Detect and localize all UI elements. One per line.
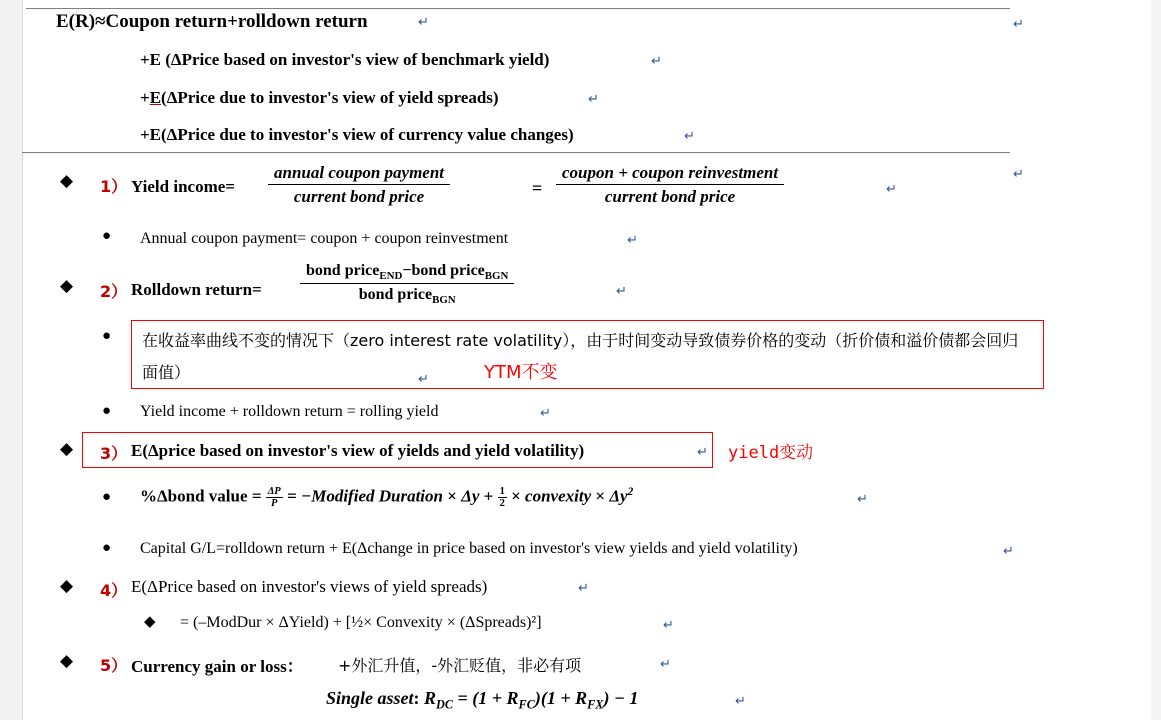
fraction-1-numerator: annual coupon payment <box>268 163 450 185</box>
header-formula-line-4: +E(ΔPrice due to investor's view of currency value changes) <box>140 125 574 144</box>
math-dp: ΔP <box>267 486 281 498</box>
line3-prefix: + <box>140 88 150 107</box>
math-half-den: 2 <box>499 498 505 510</box>
pilcrow-5: ↵ <box>684 128 695 143</box>
bottom-formula-rdc-sub: DC <box>436 697 454 712</box>
num-a: bond price <box>306 262 380 279</box>
pilcrow-9: ↵ <box>616 283 627 298</box>
den-text: bond price <box>358 286 433 304</box>
header-formula-line-2: +E (ΔPrice based on investor's view of benchmark yield) <box>140 50 550 69</box>
annotation-ytm: YTM不变 <box>484 362 558 383</box>
bottom-formula-prefix: Single asset <box>326 688 414 708</box>
item-5-label: Currency gain or loss： <box>131 657 304 676</box>
item-1-fraction-1 <box>268 163 450 207</box>
den-sub: BGN <box>432 294 456 307</box>
round-bullet-4: ● <box>102 489 112 505</box>
diamond-bullet-2: ◆ <box>60 276 74 295</box>
left-margin-strip <box>0 0 23 720</box>
bottom-formula-mid: )(1 + R <box>534 688 588 708</box>
diamond-bullet-3: ◆ <box>60 439 74 458</box>
diamond-bullet-4-sub: ◆ <box>144 614 156 630</box>
math-dy: Δy <box>461 486 480 506</box>
pilcrow-1: ↵ <box>418 14 429 29</box>
num-b-sub: BGN <box>484 270 509 283</box>
item-1-number: 1） <box>100 177 128 196</box>
math-dy2-sup: 2 <box>627 485 634 498</box>
item-3-sub-bullet-2: Capital G/L=rolldown return + E(Δchange in price based on investor's view yields and yield volatility) <box>140 540 798 557</box>
fraction-2-denominator: current bond price <box>604 187 736 206</box>
diamond-bullet-5: ◆ <box>60 651 74 670</box>
pilcrow-15: ↵ <box>578 580 589 595</box>
pilcrow-10: ↵ <box>418 371 429 386</box>
item-1-label: Yield income= <box>131 177 235 196</box>
math-neg-mod-dur: −Modified Duration <box>300 486 443 506</box>
item-2-number: 2） <box>100 282 128 301</box>
pilcrow-4: ↵ <box>588 91 599 106</box>
round-bullet-3: ● <box>102 403 112 419</box>
item-3-math-line <box>140 485 633 509</box>
math-one-half <box>498 486 507 509</box>
item-2-fraction-numerator <box>300 262 514 284</box>
num-a-sub: END <box>379 270 403 283</box>
math-plus: + <box>483 486 494 506</box>
item-2-fraction-denominator <box>300 284 514 306</box>
round-bullet-1: ● <box>102 228 112 244</box>
middle-divider <box>22 152 1010 153</box>
header-formula-line-3 <box>140 88 499 108</box>
item-3-number: 3） <box>100 444 128 463</box>
round-bullet-5: ● <box>102 540 112 556</box>
num-minus: − <box>402 262 412 279</box>
pilcrow-13: ↵ <box>857 491 868 506</box>
line3-rest: (ΔPrice due to investor's view of yield spreads) <box>161 88 499 107</box>
pilcrow-14: ↵ <box>1003 543 1014 558</box>
item-1-equals: = <box>532 178 543 198</box>
item-2-fraction <box>300 262 514 306</box>
line3-e: E <box>149 88 162 107</box>
pilcrow-12: ↵ <box>697 444 708 459</box>
bottom-formula-colon: : <box>413 688 420 708</box>
fraction-1-denominator: current bond price <box>293 187 425 206</box>
bottom-formula-fc-sub: FC <box>518 697 535 712</box>
item-2-sub-bullet-1: 在收益率曲线不变的情况下（zero interest rate volatility），由于时间变动导致债券价格的变动（折价债和溢价债都会回归面值） <box>142 331 1019 382</box>
pilcrow-2: ↵ <box>1013 16 1024 31</box>
math-half-num: 1 <box>499 486 505 498</box>
round-bullet-2: ● <box>102 328 112 344</box>
item-3-label: E(Δprice based on investor's view of yields and yield volatility) <box>131 441 585 460</box>
top-divider <box>26 8 1010 9</box>
pilcrow-6: ↵ <box>886 181 897 196</box>
bottom-formula-fx-sub: FX <box>587 697 604 712</box>
item-4-label: E(ΔPrice based on investor's views of yield spreads) <box>131 577 488 596</box>
bottom-formula-eq: = (1 + R <box>453 688 519 708</box>
math-convexity: convexity <box>525 486 592 506</box>
bottom-formula <box>326 688 638 713</box>
right-margin-strip <box>1151 0 1161 720</box>
header-formula-line-1: E(R)≈Coupon return+rolldown return <box>56 11 368 32</box>
pilcrow-8: ↵ <box>627 232 638 247</box>
math-dp-over-p <box>266 486 283 509</box>
bottom-formula-rdc: R <box>424 688 437 708</box>
pilcrow-17: ↵ <box>660 656 671 671</box>
math-dy2: Δy <box>609 486 628 506</box>
math-p: P <box>270 498 278 510</box>
pilcrow-18: ↵ <box>735 693 746 708</box>
item-5-number: 5） <box>100 656 128 675</box>
fraction-2-numerator: coupon + coupon reinvestment <box>556 163 784 185</box>
math-times-3: × <box>595 486 606 506</box>
item-4-number: 4） <box>100 581 128 600</box>
item-1-fraction-2 <box>556 163 784 207</box>
item-2-label: Rolldown return= <box>131 280 262 299</box>
math-equals: = <box>251 486 262 506</box>
math-times-1: × <box>447 486 457 506</box>
num-b: bond price <box>411 262 485 279</box>
math-pct-delta: %Δbond value <box>140 486 248 506</box>
pilcrow-7: ↵ <box>1013 166 1024 181</box>
diamond-bullet-4: ◆ <box>60 576 74 595</box>
pilcrow-11: ↵ <box>540 405 551 420</box>
annotation-yield: yield变动 <box>728 443 814 463</box>
item-1-sub-bullet-1: Annual coupon payment= coupon + coupon reinvestment <box>140 230 509 247</box>
diamond-bullet-1: ◆ <box>60 171 74 190</box>
pilcrow-3: ↵ <box>651 53 662 68</box>
item-5-label-rest: +外汇升值，-外汇贬值，非必有项 <box>338 656 582 675</box>
item-4-sub-bullet-1: = (–ModDur × ΔYield) + [½× Convexity × (ΔSpreads)²] <box>180 614 542 631</box>
math-equals-2: = <box>286 486 297 506</box>
math-times-2: × <box>511 486 521 506</box>
item-2-sub-bullet-2: Yield income + rolldown return = rolling yield <box>140 403 439 420</box>
bottom-formula-end: ) − 1 <box>603 688 639 708</box>
pilcrow-16: ↵ <box>663 617 674 632</box>
